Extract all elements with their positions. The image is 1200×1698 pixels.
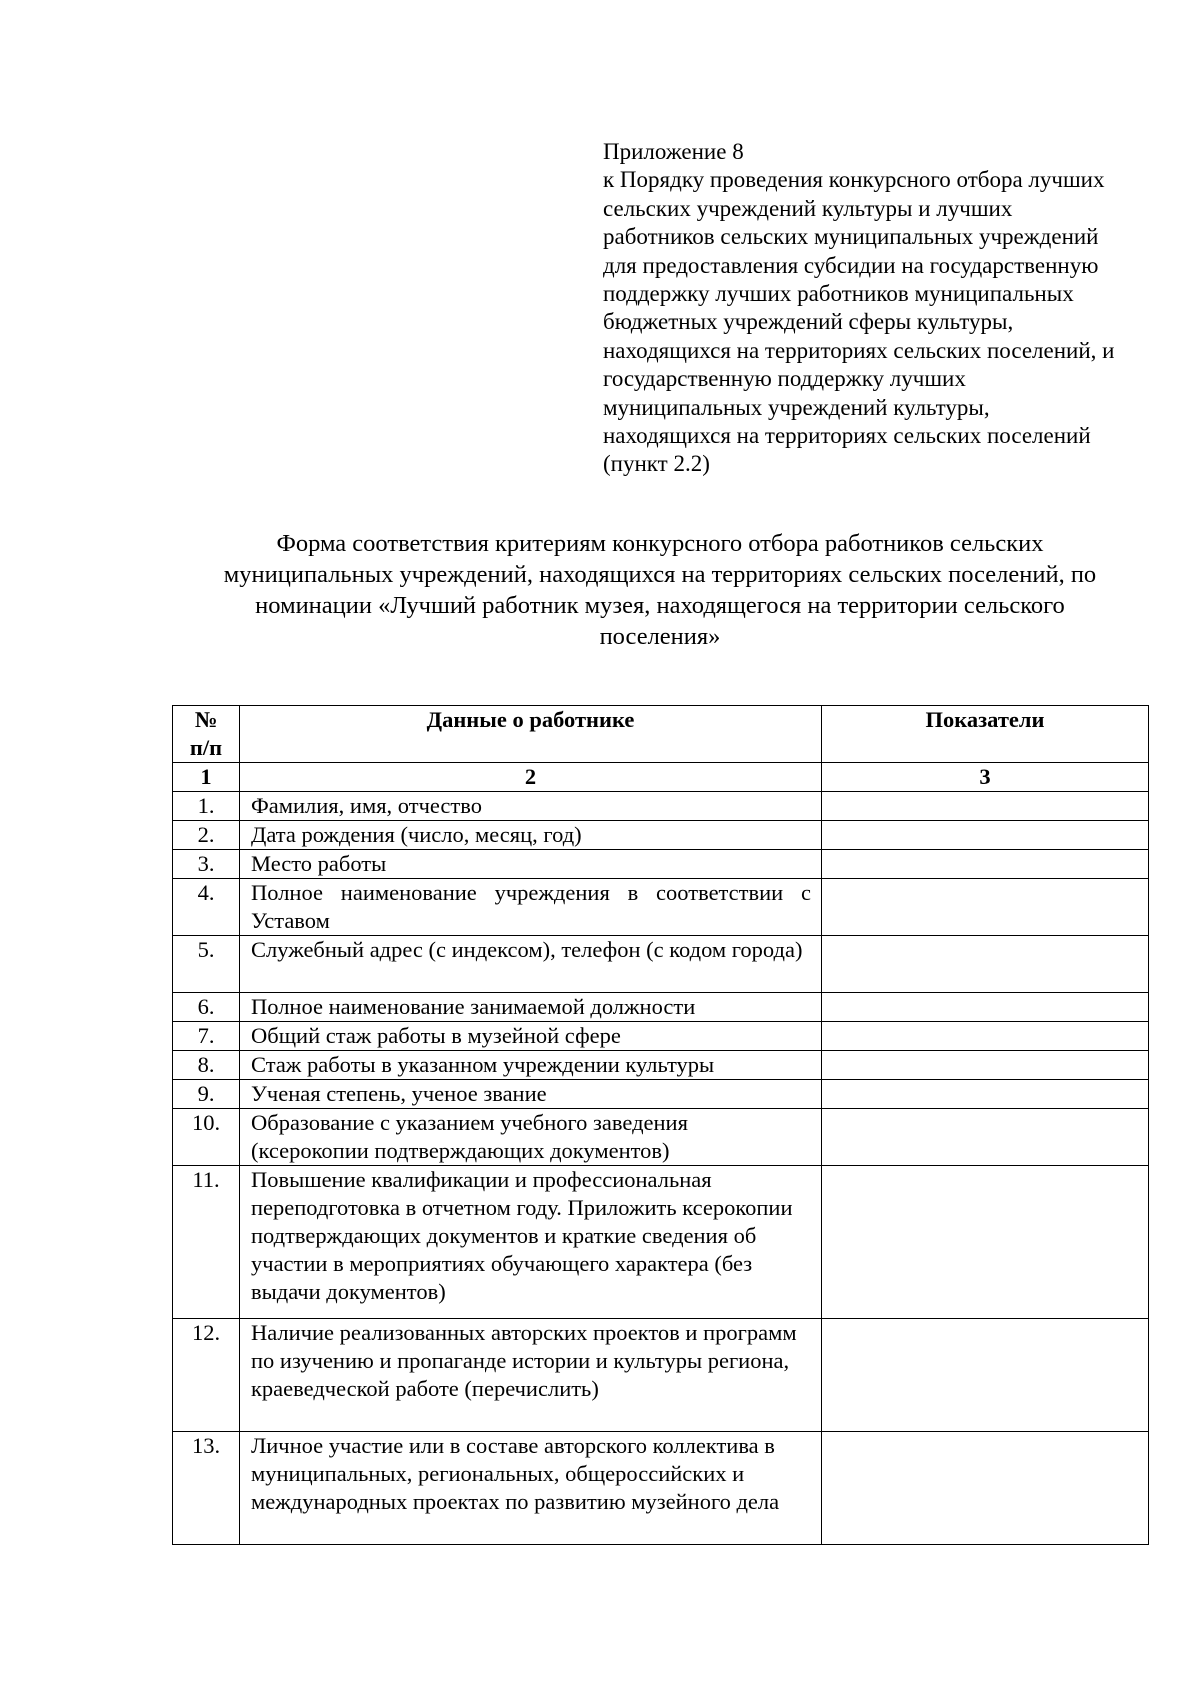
row-value-cell[interactable]: [822, 1022, 1149, 1051]
criteria-table: [172, 705, 1149, 1545]
row-text: Служебный адрес (с индексом), телефон (с кодом города): [240, 936, 822, 993]
appendix-line: муниципальных учреждений культуры,: [603, 394, 990, 420]
appendix-line: государственную поддержку лучших: [603, 366, 966, 392]
row-value-cell[interactable]: [822, 1319, 1149, 1432]
appendix-line: к Порядку проведения конкурсного отбора лучших: [603, 167, 1105, 193]
row-text: Наличие реализованных авторских проектов и программ по изучению и пропаганде истории и культуры региона, краеведческой работе (перечислить): [240, 1319, 822, 1432]
row-value-cell[interactable]: [822, 821, 1149, 850]
appendix-line: Приложение 8: [603, 139, 744, 164]
row-value-cell[interactable]: [822, 993, 1149, 1022]
row-value-cell[interactable]: [822, 1080, 1149, 1109]
row-number: 13.: [173, 1432, 240, 1545]
appendix-line: бюджетных учреждений сферы культуры,: [603, 309, 1014, 335]
header-num-line1: №: [194, 707, 218, 732]
row-text: Дата рождения (число, месяц, год): [240, 821, 822, 850]
column-number-row: [173, 763, 1149, 792]
table-row: [173, 1319, 1149, 1432]
appendix-block: [603, 138, 1163, 479]
row-value-cell[interactable]: [822, 879, 1149, 936]
row-number: 11.: [173, 1166, 240, 1319]
form-title-line: номинации «Лучший работник музея, находящегося на территории сельского: [255, 592, 1065, 619]
row-text: Ученая степень, ученое звание: [240, 1080, 822, 1109]
row-text: Общий стаж работы в музейной сфере: [240, 1022, 822, 1051]
row-text: Место работы: [240, 850, 822, 879]
row-text: Фамилия, имя, отчество: [240, 792, 822, 821]
row-text: Стаж работы в указанном учреждении культуры: [240, 1051, 822, 1080]
row-text: Образование с указанием учебного заведения (ксерокопии подтверждающих документов): [240, 1109, 822, 1166]
form-title-line: поселения»: [599, 623, 721, 650]
table-row: [173, 993, 1149, 1022]
row-value-cell[interactable]: [822, 792, 1149, 821]
table-row: [173, 936, 1149, 993]
table-row: [173, 879, 1149, 936]
row-value-cell[interactable]: [822, 1109, 1149, 1166]
row-number: 10.: [173, 1109, 240, 1166]
header-num: [173, 706, 240, 763]
table-header-row: [173, 706, 1149, 763]
form-title: [170, 528, 1150, 652]
form-title-line: муниципальных учреждений, находящихся на территориях сельских поселений, по: [223, 561, 1097, 588]
header-data: Данные о работнике: [240, 706, 822, 763]
row-value-cell[interactable]: [822, 1432, 1149, 1545]
table-row: [173, 821, 1149, 850]
table-row: [173, 1051, 1149, 1080]
row-number: 12.: [173, 1319, 240, 1432]
row-number: 8.: [173, 1051, 240, 1080]
row-number: 7.: [173, 1022, 240, 1051]
row-text: Полное наименование занимаемой должности: [240, 993, 822, 1022]
column-number: 3: [822, 763, 1149, 792]
table-row: [173, 1022, 1149, 1051]
row-number: 1.: [173, 792, 240, 821]
row-value-cell[interactable]: [822, 936, 1149, 993]
column-number: 1: [173, 763, 240, 792]
row-number: 9.: [173, 1080, 240, 1109]
row-number: 6.: [173, 993, 240, 1022]
form-title-line: Форма соответствия критериям конкурсного отбора работников сельских: [276, 530, 1044, 557]
row-text: Повышение квалификации и профессиональная переподготовка в отчетном году. Приложить ксерокопии подтверждающих документов и краткие сведения об участии в мероприятиях обучающего характера (без выдачи документов): [240, 1166, 822, 1319]
column-number: 2: [240, 763, 822, 792]
table-row: [173, 1080, 1149, 1109]
row-number: 4.: [173, 879, 240, 936]
appendix-line: сельских учреждений культуры и лучших: [603, 195, 1013, 221]
row-number: 5.: [173, 936, 240, 993]
table-row: [173, 1432, 1149, 1545]
appendix-line: для предоставления субсидии на государственную: [603, 252, 1099, 278]
row-value-cell[interactable]: [822, 1166, 1149, 1319]
table-row: [173, 1166, 1149, 1319]
row-number: 3.: [173, 850, 240, 879]
table-row: [173, 1109, 1149, 1166]
row-value-cell[interactable]: [822, 1051, 1149, 1080]
row-text: Полное наименование учреждения в соответствии с Уставом: [240, 879, 822, 936]
row-text: Личное участие или в составе авторского коллектива в муниципальных, региональных, общероссийских и международных проектах по развитию музейного дела: [240, 1432, 822, 1545]
appendix-line: работников сельских муниципальных учреждений: [603, 224, 1099, 250]
header-num-line2: п/п: [189, 735, 223, 760]
appendix-line: находящихся на территориях сельских поселений, и: [603, 337, 1115, 363]
table-row: [173, 850, 1149, 879]
appendix-line: поддержку лучших работников муниципальных: [603, 281, 1074, 307]
row-number: 2.: [173, 821, 240, 850]
row-value-cell[interactable]: [822, 850, 1149, 879]
table-row: [173, 792, 1149, 821]
header-indicators: Показатели: [822, 706, 1149, 763]
appendix-line: (пункт 2.2): [603, 451, 710, 477]
appendix-line: находящихся на территориях сельских поселений: [603, 423, 1091, 449]
